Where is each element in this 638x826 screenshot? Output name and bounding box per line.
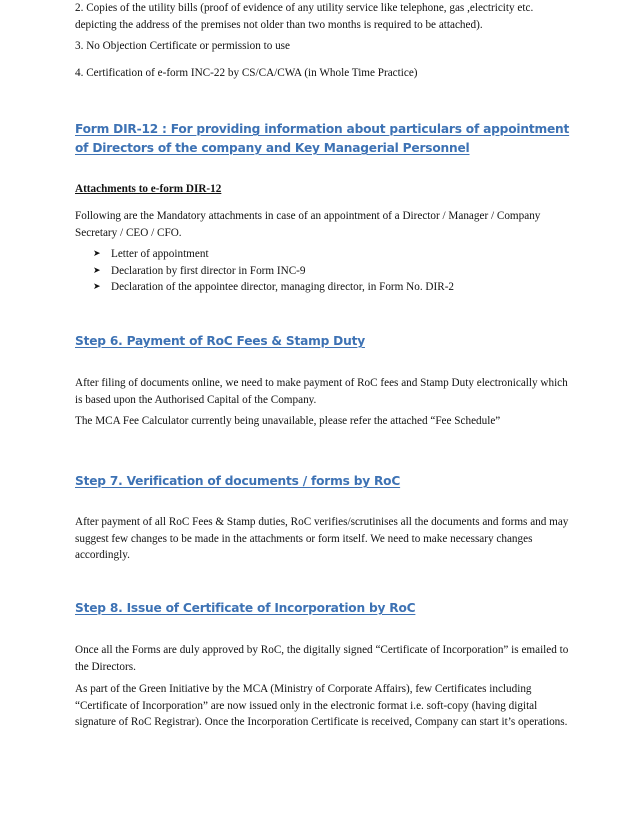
- item-utility-bills: 2. Copies of the utility bills (proof of evidence of any utility service like telephone, gas ,electricity etc. depicting the address of the premises not older than two months is required to be attached).: [75, 2, 534, 31]
- dir12-attachments-list: [93, 246, 573, 296]
- step7-paragraph-1: After payment of all RoC Fees & Stamp duties, RoC verifies/scrutinises all the documents and forms and may suggest few changes to be made in the attachments or form itself. We need to make necessary changes accordingly.: [75, 516, 569, 561]
- heading-step7: Step 7. Verification of documents / forms by RoC: [75, 474, 401, 488]
- list-item: ➤ Declaration by first director in Form INC-9: [93, 263, 573, 280]
- heading-step6: Step 6. Payment of RoC Fees & Stamp Duty: [75, 334, 365, 348]
- heading-form-dir12: Form DIR-12 : For providing information about particulars of appointment of Directors of the company and Key Managerial Personnel: [75, 122, 570, 155]
- item-noc: 3. No Objection Certificate or permission to use: [75, 40, 290, 52]
- subheading-attachments: Attachments to e-form DIR-12: [75, 183, 222, 195]
- step6-paragraph-1: After filing of documents online, we need to make payment of RoC fees and Stamp Duty electronically which is based upon the Authorised Capital of the Company.: [75, 377, 568, 406]
- item-inc22: 4. Certification of e-form INC-22 by CS/CA/CWA (in Whole Time Practice): [75, 67, 418, 79]
- arrow-right-icon: ➤: [93, 265, 101, 276]
- heading-step8: Step 8. Issue of Certificate of Incorporation by RoC: [75, 601, 416, 615]
- list-item: ➤ Declaration of the appointee director, managing director, in Form No. DIR-2: [93, 279, 573, 296]
- arrow-right-icon: ➤: [93, 282, 101, 292]
- list-item: ➤ Letter of appointment: [93, 246, 573, 263]
- dir12-intro-paragraph: Following are the Mandatory attachments in case of an appointment of a Director / Manager / Company Secretary / CEO / CFO.: [75, 210, 541, 239]
- step8-paragraph-2: As part of the Green Initiative by the MCA (Ministry of Corporate Affairs), few Certificates including “Certificate of Incorporation” are now issued only in the electronic format i.e. soft-copy (having digital signature of RoC Registrar). Once the Incorporation Certificate is received, Company can start it’s operations.: [75, 683, 568, 728]
- step6-paragraph-2: The MCA Fee Calculator currently being unavailable, please refer the attached “Fee Schedule”: [75, 415, 501, 427]
- arrow-right-icon: ➤: [93, 249, 101, 259]
- step8-paragraph-1: Once all the Forms are duly approved by RoC, the digitally signed “Certificate of Incorporation” is emailed to the Directors.: [75, 644, 569, 673]
